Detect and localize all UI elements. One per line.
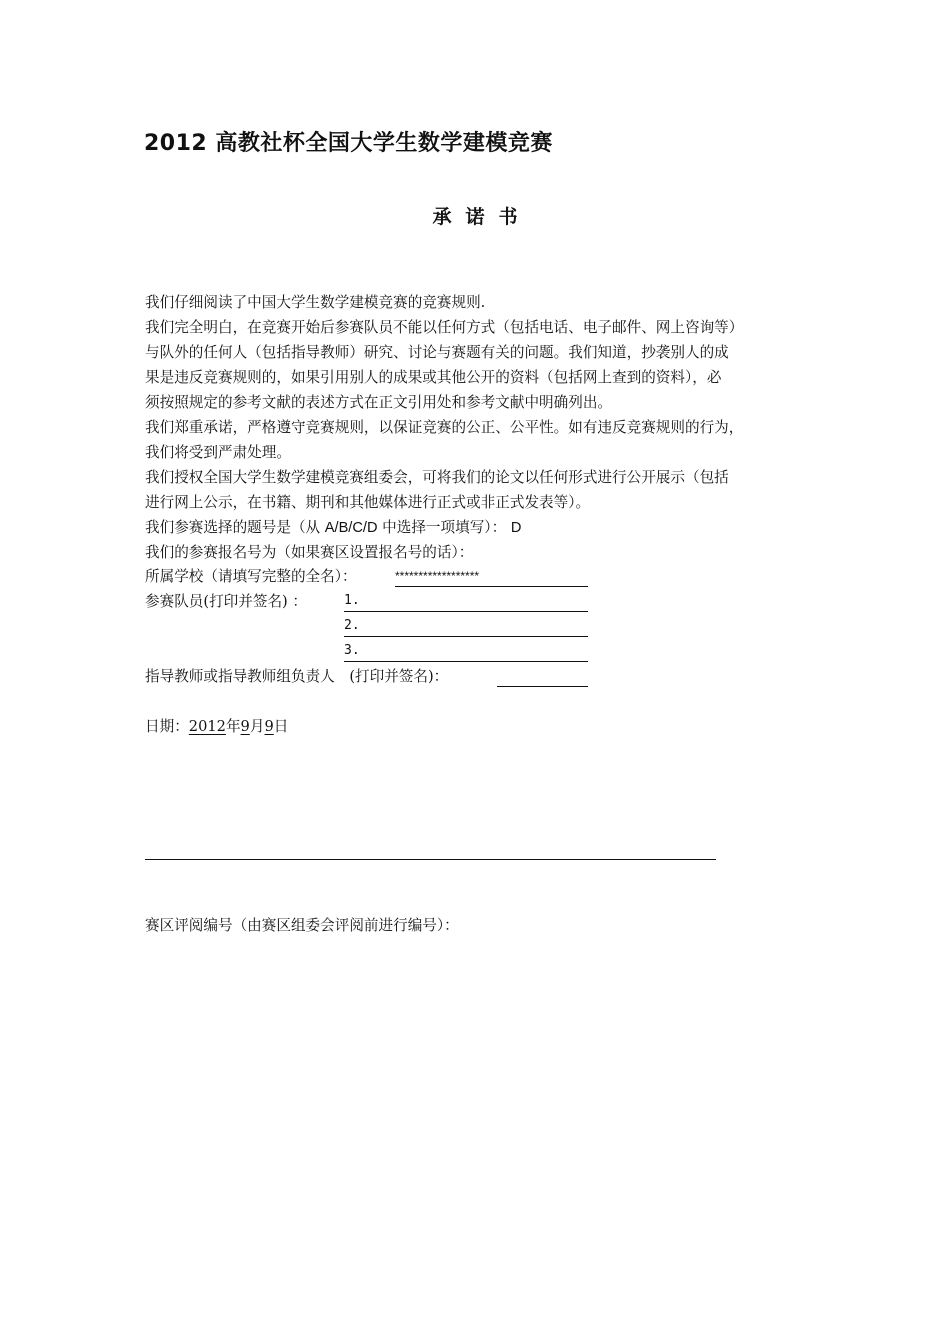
member-signature-field-2[interactable]: 2. <box>344 616 588 637</box>
date-row <box>145 716 288 738</box>
problem-options: A/B/C/D <box>324 520 378 536</box>
pledge-line: 我们将受到严肃处理。 <box>145 444 291 461</box>
school-label: 所属学校（请填写完整的全名）： <box>145 568 357 585</box>
authorization-line: 进行网上公示，在书籍、期刊和其他媒体进行正式或非正式发表等）。 <box>145 494 591 511</box>
document-heading: 承诺书 <box>432 206 532 228</box>
advisor-signature-field[interactable] <box>497 666 588 687</box>
team-members-label: 参赛队员(打印并签名) ： <box>145 593 307 610</box>
member-signature-field-3[interactable]: 3. <box>344 641 588 662</box>
date-month[interactable]: 9 <box>240 718 250 735</box>
commitment-line: 果是违反竞赛规则的，如果引用别人的成果或其他公开的资料（包括网上查到的资料），必 <box>145 369 722 386</box>
date-day[interactable]: 9 <box>264 718 274 735</box>
commitment-line: 我们完全明白，在竞赛开始后参赛队员不能以任何方式（包括电话、电子邮件、网上咨询等） <box>145 319 744 336</box>
commitment-line: 与队外的任何人（包括指导教师）研究、讨论与赛题有关的问题。我们知道，抄袭别人的成 <box>145 344 729 361</box>
problem-choice-label: 我们参赛选择的题号是（从 <box>145 519 321 536</box>
date-label: 日期： <box>145 718 189 735</box>
authorization-line: 我们授权全国大学生数学建模竞赛组委会，可将我们的论文以任何形式进行公开展示（包括 <box>145 469 729 486</box>
page-title: 2012 高教社杯全国大学生数学建模竞赛 <box>144 131 553 156</box>
problem-choice-value[interactable]: D <box>510 520 522 536</box>
date-month-unit: 月 <box>249 718 265 735</box>
review-number-label: 赛区评阅编号（由赛区组委会评阅前进行编号）： <box>145 917 459 934</box>
school-field[interactable]: ****************** <box>395 566 588 587</box>
problem-choice-label-end: 中选择一项填写）： <box>382 519 507 536</box>
commitment-line: 须按照规定的参考文献的表述方式在正文引用处和参考文献中明确列出。 <box>145 394 613 411</box>
advisor-label: 指导教师或指导教师组负责人 (打印并签名)： <box>145 668 449 685</box>
problem-choice-row <box>145 517 521 539</box>
date-day-unit: 日 <box>273 718 289 735</box>
registration-number-label: 我们的参赛报名号为（如果赛区设置报名号的话）： <box>145 544 474 561</box>
date-year-unit: 年 <box>225 718 241 735</box>
rules-read-statement: 我们仔细阅读了中国大学生数学建模竞赛的竞赛规则. <box>145 294 486 311</box>
member-signature-field-1[interactable]: 1. <box>344 591 588 612</box>
section-divider <box>145 859 716 860</box>
date-year[interactable]: 2012 <box>188 718 226 735</box>
pledge-line: 我们郑重承诺，严格遵守竞赛规则，以保证竞赛的公正、公平性。如有违反竞赛规则的行为， <box>145 419 744 436</box>
